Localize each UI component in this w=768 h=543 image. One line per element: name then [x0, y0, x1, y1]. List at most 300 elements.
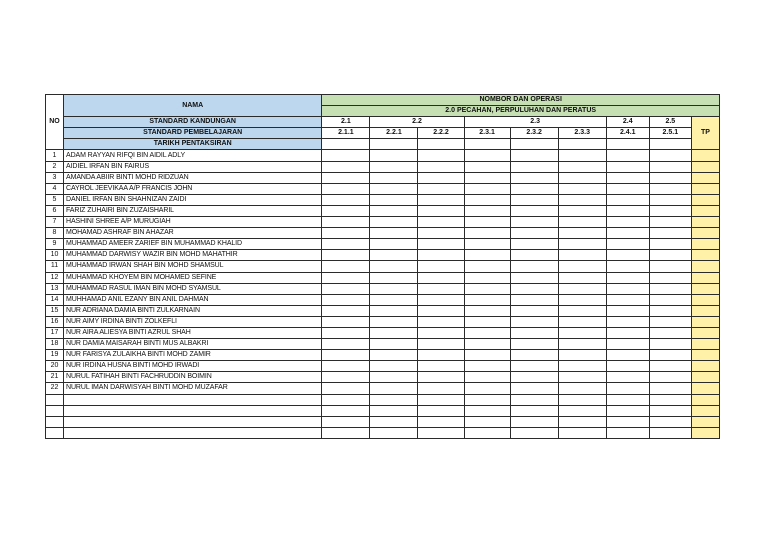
student-number: 8	[46, 228, 64, 239]
score-cell[interactable]	[558, 172, 606, 183]
score-cell[interactable]	[464, 261, 510, 272]
student-number: 13	[46, 283, 64, 294]
tp-cell[interactable]	[691, 383, 719, 394]
score-cell[interactable]	[558, 372, 606, 383]
score-cell[interactable]	[649, 150, 691, 161]
score-cell[interactable]	[558, 405, 606, 416]
tp-cell[interactable]	[691, 283, 719, 294]
student-name: MUHAMMAD KHOYEM BIN MOHAMED SEFINE	[64, 272, 322, 283]
student-number: 5	[46, 194, 64, 205]
score-cell[interactable]	[649, 316, 691, 327]
nama-header: NAMA	[64, 95, 322, 117]
tp-cell[interactable]	[691, 361, 719, 372]
score-cell[interactable]	[464, 205, 510, 216]
score-cell[interactable]	[418, 150, 464, 161]
score-cell[interactable]	[370, 194, 418, 205]
score-cell[interactable]	[370, 150, 418, 161]
student-number: 14	[46, 294, 64, 305]
score-cell[interactable]	[464, 372, 510, 383]
score-cell[interactable]	[649, 294, 691, 305]
tp-cell[interactable]	[691, 194, 719, 205]
score-cell[interactable]	[558, 416, 606, 427]
table-row	[46, 172, 720, 183]
date-cell[interactable]	[370, 139, 418, 150]
score-cell[interactable]	[464, 217, 510, 228]
score-cell[interactable]	[418, 361, 464, 372]
date-cell[interactable]	[558, 139, 606, 150]
score-cell[interactable]	[606, 172, 649, 183]
score-cell[interactable]	[464, 316, 510, 327]
score-cell[interactable]	[606, 205, 649, 216]
table-row	[46, 405, 720, 416]
student-number	[46, 416, 64, 427]
student-name: MUHAMMAD AMEER ZARIEF BIN MUHAMMAD KHALID	[64, 239, 322, 250]
score-cell[interactable]	[418, 172, 464, 183]
score-cell[interactable]	[510, 405, 558, 416]
student-name: CAYROL JEEVIKAA A/P FRANCIS JOHN	[64, 183, 322, 194]
score-cell[interactable]	[464, 361, 510, 372]
score-cell[interactable]	[606, 372, 649, 383]
score-cell[interactable]	[510, 205, 558, 216]
score-cell[interactable]	[510, 394, 558, 405]
score-cell[interactable]	[322, 427, 370, 438]
tp-cell[interactable]	[691, 228, 719, 239]
score-cell[interactable]	[649, 361, 691, 372]
score-cell[interactable]	[370, 294, 418, 305]
score-cell[interactable]	[558, 350, 606, 361]
score-cell[interactable]	[649, 194, 691, 205]
score-cell[interactable]	[649, 239, 691, 250]
student-name: MUHAMMAD IRWAN SHAH BIN MOHD SHAMSUL	[64, 261, 322, 272]
score-cell[interactable]	[510, 327, 558, 338]
tp-cell[interactable]	[691, 327, 719, 338]
score-cell[interactable]	[370, 361, 418, 372]
score-cell[interactable]	[558, 283, 606, 294]
score-cell[interactable]	[510, 217, 558, 228]
score-cell[interactable]	[558, 239, 606, 250]
score-cell[interactable]	[322, 294, 370, 305]
score-cell[interactable]	[370, 405, 418, 416]
score-cell[interactable]	[464, 183, 510, 194]
sp-code: 2.2.2	[418, 128, 464, 139]
score-cell[interactable]	[606, 161, 649, 172]
score-cell[interactable]	[370, 261, 418, 272]
score-cell[interactable]	[464, 228, 510, 239]
student-name: NUR IRDINA HUSNA BINTI MOHD IRWADI	[64, 361, 322, 372]
date-cell[interactable]	[418, 139, 464, 150]
sk-code: 2.2	[370, 117, 464, 128]
score-cell[interactable]	[558, 194, 606, 205]
score-cell[interactable]	[558, 316, 606, 327]
score-cell[interactable]	[606, 183, 649, 194]
score-cell[interactable]	[606, 261, 649, 272]
score-cell[interactable]	[370, 427, 418, 438]
score-cell[interactable]	[649, 228, 691, 239]
score-cell[interactable]	[649, 394, 691, 405]
tp-cell[interactable]	[691, 239, 719, 250]
score-cell[interactable]	[558, 339, 606, 350]
student-number: 2	[46, 161, 64, 172]
student-name: FARIZ ZUHAIRI BIN ZUZAISHARIL	[64, 205, 322, 216]
sp-code: 2.3.3	[558, 128, 606, 139]
score-cell[interactable]	[510, 272, 558, 283]
score-cell[interactable]	[649, 383, 691, 394]
score-cell[interactable]	[322, 383, 370, 394]
score-cell[interactable]	[606, 272, 649, 283]
score-cell[interactable]	[606, 294, 649, 305]
score-cell[interactable]	[606, 383, 649, 394]
score-cell[interactable]	[418, 261, 464, 272]
score-cell[interactable]	[649, 339, 691, 350]
score-cell[interactable]	[418, 416, 464, 427]
tp-cell[interactable]	[691, 183, 719, 194]
score-cell[interactable]	[606, 394, 649, 405]
score-cell[interactable]	[464, 250, 510, 261]
score-cell[interactable]	[464, 305, 510, 316]
score-cell[interactable]	[418, 239, 464, 250]
score-cell[interactable]	[370, 172, 418, 183]
score-cell[interactable]	[510, 372, 558, 383]
score-cell[interactable]	[649, 327, 691, 338]
score-cell[interactable]	[464, 283, 510, 294]
student-number: 15	[46, 305, 64, 316]
score-cell[interactable]	[464, 194, 510, 205]
score-cell[interactable]	[649, 350, 691, 361]
score-cell[interactable]	[558, 294, 606, 305]
student-number: 21	[46, 372, 64, 383]
score-cell[interactable]	[418, 305, 464, 316]
score-cell[interactable]	[510, 350, 558, 361]
score-cell[interactable]	[558, 305, 606, 316]
tp-cell[interactable]	[691, 416, 719, 427]
tp-cell[interactable]	[691, 217, 719, 228]
tp-cell[interactable]	[691, 394, 719, 405]
score-cell[interactable]	[649, 305, 691, 316]
score-cell[interactable]	[649, 261, 691, 272]
date-cell[interactable]	[464, 139, 510, 150]
score-cell[interactable]	[558, 272, 606, 283]
score-cell[interactable]	[370, 228, 418, 239]
score-cell[interactable]	[464, 427, 510, 438]
table-row	[46, 361, 720, 372]
score-cell[interactable]	[370, 327, 418, 338]
score-cell[interactable]	[464, 405, 510, 416]
score-cell[interactable]	[606, 239, 649, 250]
table-row	[46, 217, 720, 228]
score-cell[interactable]	[322, 361, 370, 372]
score-cell[interactable]	[464, 416, 510, 427]
score-cell[interactable]	[418, 283, 464, 294]
score-cell[interactable]	[464, 272, 510, 283]
score-cell[interactable]	[370, 339, 418, 350]
score-cell[interactable]	[510, 228, 558, 239]
score-cell[interactable]	[558, 383, 606, 394]
score-cell[interactable]	[418, 294, 464, 305]
score-cell[interactable]	[418, 250, 464, 261]
score-cell[interactable]	[464, 339, 510, 350]
score-cell[interactable]	[370, 183, 418, 194]
score-cell[interactable]	[464, 150, 510, 161]
sp-code: 2.4.1	[606, 128, 649, 139]
score-cell[interactable]	[649, 183, 691, 194]
tp-cell[interactable]	[691, 205, 719, 216]
score-cell[interactable]	[322, 339, 370, 350]
score-cell[interactable]	[322, 272, 370, 283]
score-cell[interactable]	[464, 327, 510, 338]
score-cell[interactable]	[606, 327, 649, 338]
score-cell[interactable]	[606, 194, 649, 205]
score-cell[interactable]	[464, 394, 510, 405]
score-cell[interactable]	[322, 250, 370, 261]
tp-cell[interactable]	[691, 161, 719, 172]
score-cell[interactable]	[649, 427, 691, 438]
tp-cell[interactable]	[691, 272, 719, 283]
tp-header: TP	[691, 117, 719, 150]
standard-kandungan-label: STANDARD KANDUNGAN	[64, 117, 322, 128]
score-cell[interactable]	[510, 283, 558, 294]
score-cell[interactable]	[464, 383, 510, 394]
score-cell[interactable]	[418, 405, 464, 416]
score-cell[interactable]	[510, 239, 558, 250]
tp-cell[interactable]	[691, 150, 719, 161]
no-header: NO	[46, 95, 64, 150]
score-cell[interactable]	[558, 361, 606, 372]
score-cell[interactable]	[418, 205, 464, 216]
header-row-topic	[46, 95, 720, 106]
score-cell[interactable]	[606, 283, 649, 294]
score-cell[interactable]	[510, 250, 558, 261]
score-cell[interactable]	[464, 161, 510, 172]
score-cell[interactable]	[510, 194, 558, 205]
score-cell[interactable]	[418, 316, 464, 327]
score-cell[interactable]	[606, 416, 649, 427]
header-row-sk	[46, 117, 720, 128]
score-cell[interactable]	[322, 394, 370, 405]
student-number: 22	[46, 383, 64, 394]
score-cell[interactable]	[510, 339, 558, 350]
score-cell[interactable]	[649, 272, 691, 283]
score-cell[interactable]	[418, 161, 464, 172]
score-cell[interactable]	[370, 217, 418, 228]
score-cell[interactable]	[510, 294, 558, 305]
student-name: NUR AIRA ALIESYA BINTI AZRUL SHAH	[64, 327, 322, 338]
score-cell[interactable]	[322, 205, 370, 216]
student-number: 6	[46, 205, 64, 216]
score-cell[interactable]	[370, 416, 418, 427]
table-row	[46, 194, 720, 205]
score-cell[interactable]	[418, 394, 464, 405]
sk-code: 2.3	[464, 117, 606, 128]
student-name: AMANDA ABIIR BINTI MOHD RIDZUAN	[64, 172, 322, 183]
table-row	[46, 316, 720, 327]
score-cell[interactable]	[418, 350, 464, 361]
score-cell[interactable]	[370, 305, 418, 316]
score-cell[interactable]	[418, 427, 464, 438]
score-cell[interactable]	[510, 427, 558, 438]
score-cell[interactable]	[370, 161, 418, 172]
score-cell[interactable]	[510, 416, 558, 427]
score-cell[interactable]	[370, 272, 418, 283]
tp-cell[interactable]	[691, 305, 719, 316]
score-cell[interactable]	[322, 228, 370, 239]
tp-cell[interactable]	[691, 316, 719, 327]
score-cell[interactable]	[322, 405, 370, 416]
tp-cell[interactable]	[691, 172, 719, 183]
score-cell[interactable]	[418, 383, 464, 394]
score-cell[interactable]	[649, 172, 691, 183]
score-cell[interactable]	[606, 150, 649, 161]
score-cell[interactable]	[510, 161, 558, 172]
tp-cell[interactable]	[691, 261, 719, 272]
sp-code: 2.2.1	[370, 128, 418, 139]
score-cell[interactable]	[606, 361, 649, 372]
date-cell[interactable]	[649, 139, 691, 150]
standard-pembelajaran-label: STANDARD PEMBELAJARAN	[64, 128, 322, 139]
tp-cell[interactable]	[691, 372, 719, 383]
score-cell[interactable]	[558, 183, 606, 194]
tp-cell[interactable]	[691, 405, 719, 416]
student-name	[64, 416, 322, 427]
tp-cell[interactable]	[691, 427, 719, 438]
score-cell[interactable]	[322, 217, 370, 228]
score-cell[interactable]	[418, 372, 464, 383]
score-cell[interactable]	[322, 261, 370, 272]
score-cell[interactable]	[322, 283, 370, 294]
score-cell[interactable]	[649, 205, 691, 216]
tarikh-pentaksiran-label: TARIKH PENTAKSIRAN	[64, 139, 322, 150]
student-name	[64, 405, 322, 416]
sp-code: 2.3.2	[510, 128, 558, 139]
score-cell[interactable]	[464, 294, 510, 305]
score-cell[interactable]	[418, 327, 464, 338]
score-cell[interactable]	[322, 161, 370, 172]
score-cell[interactable]	[510, 172, 558, 183]
sk-code: 2.5	[649, 117, 691, 128]
student-number: 17	[46, 327, 64, 338]
score-cell[interactable]	[510, 316, 558, 327]
score-cell[interactable]	[418, 217, 464, 228]
table-row	[46, 239, 720, 250]
student-number: 12	[46, 272, 64, 283]
score-cell[interactable]	[510, 383, 558, 394]
score-cell[interactable]	[370, 250, 418, 261]
score-cell[interactable]	[558, 161, 606, 172]
tp-cell[interactable]	[691, 250, 719, 261]
score-cell[interactable]	[322, 316, 370, 327]
score-cell[interactable]	[370, 205, 418, 216]
tp-cell[interactable]	[691, 294, 719, 305]
table-row	[46, 205, 720, 216]
score-cell[interactable]	[606, 350, 649, 361]
score-cell[interactable]	[606, 250, 649, 261]
score-cell[interactable]	[510, 261, 558, 272]
sp-code: 2.1.1	[322, 128, 370, 139]
date-cell[interactable]	[322, 139, 370, 150]
score-cell[interactable]	[322, 327, 370, 338]
score-cell[interactable]	[370, 350, 418, 361]
score-cell[interactable]	[606, 305, 649, 316]
score-cell[interactable]	[418, 183, 464, 194]
score-cell[interactable]	[418, 339, 464, 350]
date-cell[interactable]	[510, 139, 558, 150]
score-cell[interactable]	[649, 283, 691, 294]
tp-cell[interactable]	[691, 350, 719, 361]
score-cell[interactable]	[510, 305, 558, 316]
score-cell[interactable]	[418, 228, 464, 239]
score-cell[interactable]	[370, 283, 418, 294]
student-name: DANIEL IRFAN BIN SHAHNIZAN ZAIDI	[64, 194, 322, 205]
score-cell[interactable]	[322, 305, 370, 316]
score-cell[interactable]	[649, 161, 691, 172]
score-cell[interactable]	[606, 228, 649, 239]
student-number: 20	[46, 361, 64, 372]
score-cell[interactable]	[510, 361, 558, 372]
score-cell[interactable]	[322, 239, 370, 250]
score-cell[interactable]	[370, 316, 418, 327]
tp-cell[interactable]	[691, 339, 719, 350]
score-cell[interactable]	[464, 350, 510, 361]
student-name: MUHAMMAD DARWISY WAZIR BIN MOHD MAHATHIR	[64, 250, 322, 261]
score-cell[interactable]	[606, 316, 649, 327]
score-cell[interactable]	[464, 172, 510, 183]
score-cell[interactable]	[558, 205, 606, 216]
score-cell[interactable]	[322, 372, 370, 383]
score-cell[interactable]	[558, 250, 606, 261]
table-row	[46, 161, 720, 172]
score-cell[interactable]	[606, 339, 649, 350]
score-cell[interactable]	[322, 416, 370, 427]
score-cell[interactable]	[418, 194, 464, 205]
score-cell[interactable]	[558, 150, 606, 161]
score-cell[interactable]	[370, 239, 418, 250]
score-cell[interactable]	[649, 405, 691, 416]
score-cell[interactable]	[464, 239, 510, 250]
score-cell[interactable]	[649, 250, 691, 261]
score-cell[interactable]	[322, 194, 370, 205]
score-cell[interactable]	[649, 372, 691, 383]
score-cell[interactable]	[558, 327, 606, 338]
score-cell[interactable]	[649, 416, 691, 427]
sp-code: 2.3.1	[464, 128, 510, 139]
score-cell[interactable]	[558, 261, 606, 272]
table-row	[46, 261, 720, 272]
score-cell[interactable]	[558, 394, 606, 405]
score-cell[interactable]	[370, 383, 418, 394]
score-cell[interactable]	[606, 217, 649, 228]
score-cell[interactable]	[322, 350, 370, 361]
score-cell[interactable]	[510, 183, 558, 194]
table-row	[46, 272, 720, 283]
score-cell[interactable]	[558, 217, 606, 228]
table-row	[46, 294, 720, 305]
score-cell[interactable]	[418, 272, 464, 283]
score-cell[interactable]	[606, 405, 649, 416]
score-cell[interactable]	[606, 427, 649, 438]
score-cell[interactable]	[322, 172, 370, 183]
score-cell[interactable]	[370, 372, 418, 383]
score-cell[interactable]	[322, 150, 370, 161]
sk-code: 2.4	[606, 117, 649, 128]
date-cell[interactable]	[606, 139, 649, 150]
student-number	[46, 427, 64, 438]
score-cell[interactable]	[510, 150, 558, 161]
score-cell[interactable]	[370, 394, 418, 405]
score-cell[interactable]	[558, 228, 606, 239]
score-cell[interactable]	[322, 183, 370, 194]
score-cell[interactable]	[558, 427, 606, 438]
score-cell[interactable]	[649, 217, 691, 228]
sk-code: 2.1	[322, 117, 370, 128]
